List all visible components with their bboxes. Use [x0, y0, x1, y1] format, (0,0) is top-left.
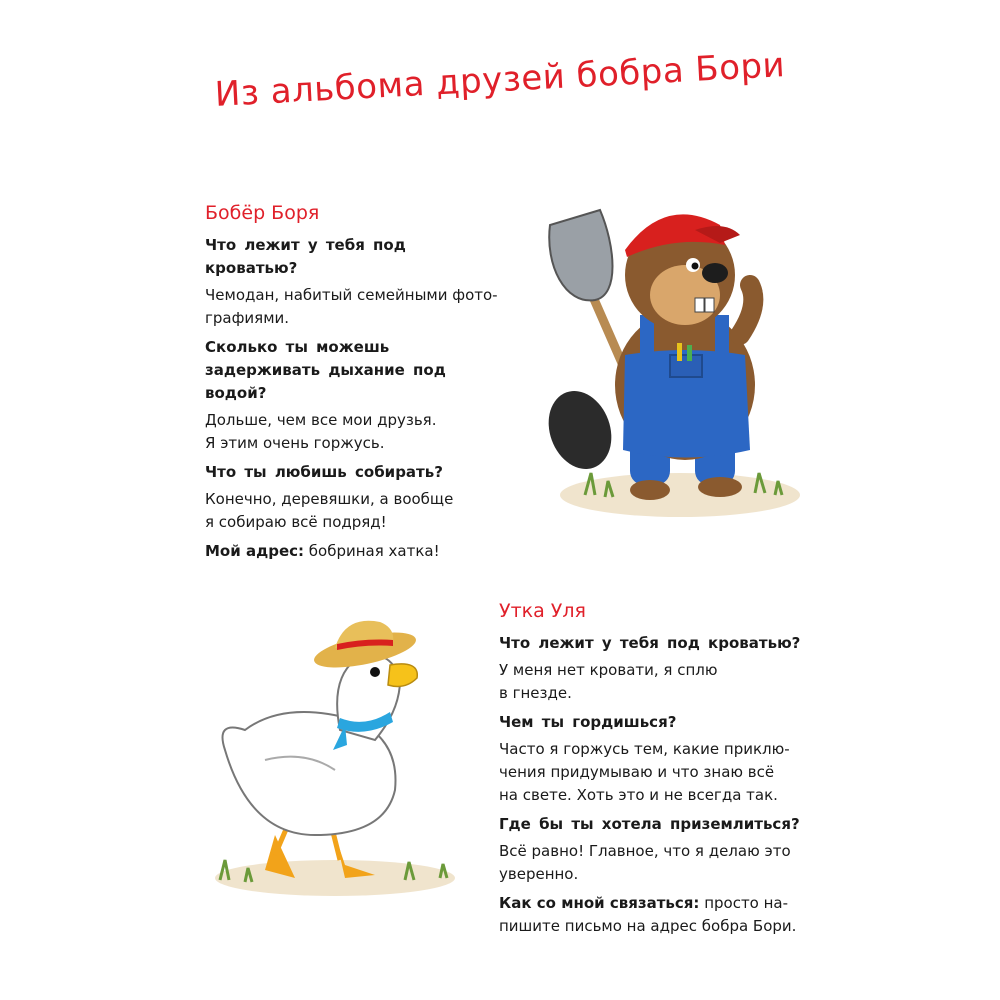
- answer: У меня нет кровати, я сплю в гнезде.: [499, 661, 718, 702]
- address-label: Как со мной связаться:: [499, 894, 700, 912]
- question: Что лежит у тебя под кроватью?: [499, 634, 801, 652]
- answer: Часто я горжусь тем, какие приклю- чения придумываю и что знаю всё на свете. Хоть это и не всегда так.: [499, 740, 790, 804]
- answer: Конечно, деревяшки, а вообще я собираю всё подряд!: [205, 490, 454, 531]
- question: Сколько ты можешь задерживать дыхание под водой?: [205, 338, 446, 402]
- beaver-illustration: [545, 195, 805, 525]
- address: [499, 892, 809, 938]
- friend-card-duck: [499, 600, 809, 938]
- address-text: бобриная хатка!: [304, 542, 440, 560]
- friend-card-beaver: [205, 202, 505, 563]
- address: [205, 540, 505, 563]
- answer: Всё равно! Главное, что я делаю это уверенно.: [499, 842, 791, 883]
- friend-name: Утка Уля: [499, 600, 586, 622]
- question: Что лежит у тебя под кроватью?: [205, 236, 406, 277]
- question: Где бы ты хотела приземлиться?: [499, 815, 800, 833]
- address-text: просто на- пишите письмо на адрес бобра Бори.: [499, 894, 797, 935]
- question: Чем ты гордишься?: [499, 713, 677, 731]
- friend-name: Бобёр Боря: [205, 202, 320, 224]
- page-title: Из альбома друзей бобра Бори: [213, 45, 787, 115]
- duck-illustration: [205, 610, 465, 900]
- question: Что ты любишь собирать?: [205, 463, 443, 481]
- answer: Чемодан, набитый семейными фото- графиями.: [205, 286, 498, 327]
- answer: Дольше, чем все мои друзья. Я этим очень горжусь.: [205, 411, 437, 452]
- address-label: Мой адрес:: [205, 542, 305, 560]
